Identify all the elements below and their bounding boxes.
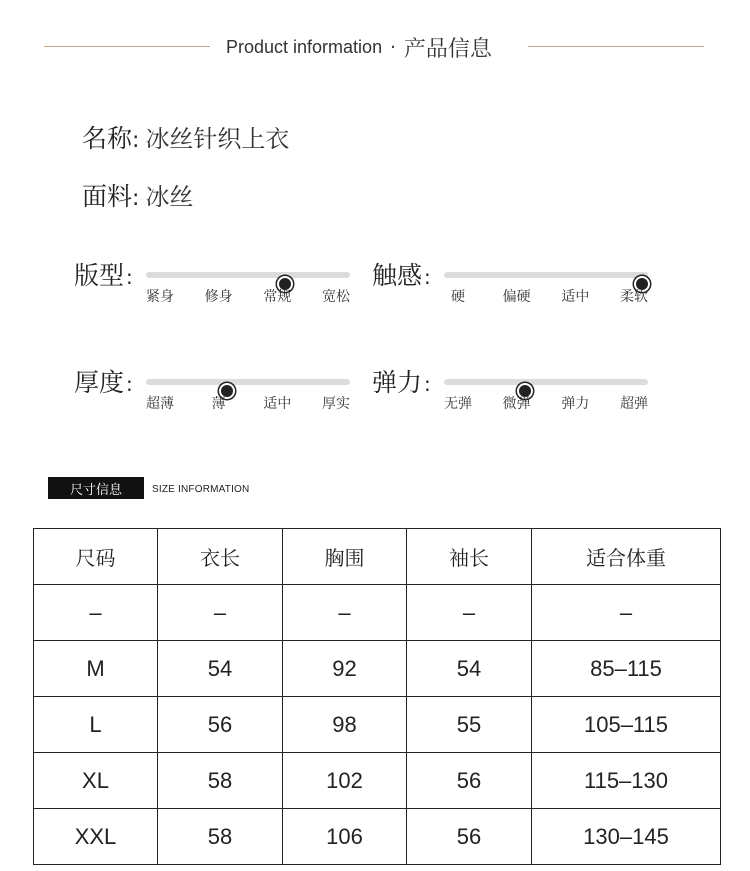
product-name-label: 名称 <box>82 124 133 153</box>
touch-rating <box>372 262 662 322</box>
elasticity-scale <box>440 393 652 413</box>
table-cell: XXL <box>34 809 158 865</box>
product-name-value: 冰丝针织上衣 <box>145 125 290 153</box>
heading-chinese: 产品信息 <box>403 36 492 62</box>
thickness-rating <box>74 369 364 429</box>
column-header: 适合体重 <box>532 529 721 585</box>
fit-tick: 修身 <box>204 289 233 305</box>
product-name-colon: : <box>132 128 140 153</box>
table-cell: 54 <box>407 641 532 697</box>
thickness-scale <box>142 393 354 413</box>
table-row <box>34 641 721 697</box>
thickness-tick: 薄 <box>211 396 226 412</box>
fabric-value: 冰丝 <box>145 183 194 211</box>
column-header: 衣长 <box>158 529 283 585</box>
size-info-badge: 尺寸信息 <box>48 477 144 499</box>
table-cell: 105–115 <box>532 697 721 753</box>
thickness-label: 厚度 : <box>74 368 133 397</box>
thickness-tick: 厚实 <box>322 396 350 412</box>
fit-rating <box>74 262 364 322</box>
thickness-tick: 超薄 <box>146 396 174 412</box>
touch-track <box>444 272 648 278</box>
table-cell: 102 <box>283 753 407 809</box>
heading-separator: · <box>390 36 396 58</box>
table-cell: L <box>34 697 158 753</box>
table-cell: 54 <box>158 641 283 697</box>
fit-track <box>146 272 350 278</box>
table-cell: 92 <box>283 641 407 697</box>
table-cell: 55 <box>407 697 532 753</box>
elasticity-tick: 无弹 <box>444 396 472 412</box>
elasticity-tick: 超弹 <box>620 396 648 412</box>
table-cell: 115–130 <box>532 753 721 809</box>
size-info-subtitle: SIZE INFORMATION <box>152 484 250 495</box>
table-cell: 56 <box>407 809 532 865</box>
table-cell: – <box>532 585 721 641</box>
fit-label: 版型 : <box>74 261 133 290</box>
fit-tick: 常规 <box>263 289 292 305</box>
touch-label: 触感 : <box>372 261 431 290</box>
thickness-track <box>146 379 350 385</box>
touch-tick: 偏硬 <box>502 289 531 305</box>
elasticity-label: 弹力 : <box>372 368 431 397</box>
product-info-heading <box>226 34 522 60</box>
table-row <box>34 809 721 865</box>
table-cell: – <box>407 585 532 641</box>
table-cell: – <box>34 585 158 641</box>
header-divider-left <box>44 46 210 47</box>
table-cell: 106 <box>283 809 407 865</box>
column-header: 袖长 <box>407 529 532 585</box>
table-cell: 130–145 <box>532 809 721 865</box>
column-header: 胸围 <box>283 529 407 585</box>
heading-english: Product information <box>226 36 383 57</box>
elasticity-rating <box>372 369 662 429</box>
elasticity-track <box>444 379 648 385</box>
elasticity-tick: 弹力 <box>561 396 590 412</box>
table-cell: M <box>34 641 158 697</box>
touch-tick: 硬 <box>451 289 465 305</box>
size-table <box>33 528 721 865</box>
table-cell: XL <box>34 753 158 809</box>
elasticity-tick: 微弹 <box>502 396 531 412</box>
table-cell: 56 <box>407 753 532 809</box>
table-cell: 58 <box>158 809 283 865</box>
fit-tick: 宽松 <box>322 289 350 305</box>
table-cell: 85–115 <box>532 641 721 697</box>
table-cell: 98 <box>283 697 407 753</box>
thickness-tick: 适中 <box>263 396 292 412</box>
touch-tick: 柔软 <box>620 289 648 305</box>
table-cell: – <box>158 585 283 641</box>
table-row <box>34 753 721 809</box>
product-name-row <box>82 119 289 155</box>
fabric-colon: : <box>132 186 140 211</box>
fit-scale <box>142 286 354 306</box>
fabric-row <box>82 177 193 213</box>
table-row <box>34 585 721 641</box>
touch-tick: 适中 <box>561 289 590 305</box>
column-header: 尺码 <box>34 529 158 585</box>
touch-scale <box>440 286 652 306</box>
table-header-row <box>34 529 721 585</box>
header-divider-right <box>528 46 704 47</box>
table-row <box>34 697 721 753</box>
table-cell: 56 <box>158 697 283 753</box>
table-cell: – <box>283 585 407 641</box>
table-cell: 58 <box>158 753 283 809</box>
fabric-label: 面料 <box>82 182 133 211</box>
fit-tick: 紧身 <box>146 289 174 305</box>
